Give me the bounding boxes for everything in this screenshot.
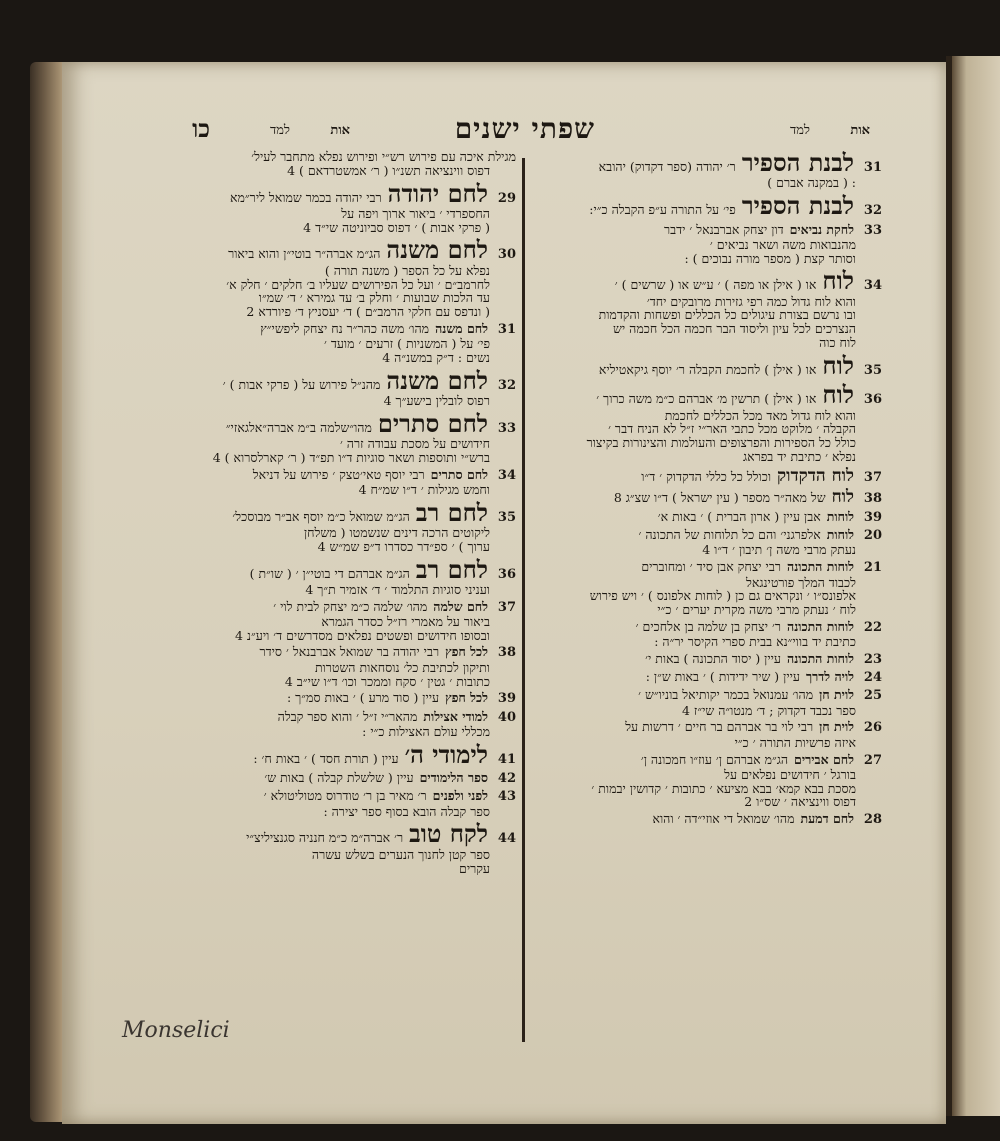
- entry-heading: [128, 557, 516, 583]
- entry-heading: [128, 411, 516, 437]
- entry-number: 34: [863, 278, 882, 294]
- entry-number: 30: [497, 247, 516, 263]
- entry-heading: [530, 670, 882, 685]
- entry-continuation-line: עקרים: [459, 861, 490, 876]
- entry-continuation-line: נפלא על כל הספר ( משנה תורה ): [324, 263, 490, 278]
- entry-number: 38: [497, 645, 516, 661]
- entry-number: 39: [863, 509, 882, 525]
- column-divider: [522, 158, 525, 1042]
- page-title: שפתי ישנים: [454, 112, 595, 145]
- entry-text: הג״מ שמואל כ״מ יוסף אב״ר מבוסכל׳: [232, 508, 410, 524]
- entry-number: 31: [497, 321, 516, 337]
- catalog-entry: [530, 620, 882, 649]
- entry-text: עיין ( יסוד התכונה ) באות י׳: [645, 651, 781, 666]
- left-column: [128, 150, 516, 878]
- entry-headword: לחם סתרים: [377, 410, 488, 438]
- entry-number: 34: [497, 467, 516, 483]
- entry-text: ר׳ מאיר בן ר׳ טודרוס מטוליטולא ׳: [263, 789, 427, 804]
- entry-heading: [128, 181, 516, 207]
- entry-headword: לקח טוב: [409, 821, 488, 848]
- catalog-entry: [128, 691, 516, 706]
- entry-headword: לחם רב: [415, 499, 488, 527]
- entry-headword: לחקת נביאים: [789, 222, 854, 237]
- entry-continuation-line: כתיבת יד בווי״נא בבית ספרי הקיסר יר״ה :: [654, 635, 856, 649]
- entry-heading: [530, 268, 882, 294]
- entry-continuation-line: רפוס לובלין בישע״ך 4: [383, 393, 490, 408]
- entry-headword: לכל חפץ: [445, 691, 488, 706]
- catalog-entry: [530, 720, 882, 749]
- entry-continuation-line: כולל כל הספירות והפרצופים והעולמות והצינורות בקיצור: [586, 436, 856, 450]
- entry-heading: [530, 688, 882, 703]
- header-letter-name-2: למד: [269, 123, 290, 138]
- entry-continuation-line: וסותר קצת ( מספר מורה נבוכים ) :: [684, 251, 856, 266]
- catalog-entry: [530, 670, 882, 685]
- entry-number: 36: [497, 566, 516, 582]
- entry-text: ר׳ אברה״מ כ״מ חנניה סגנציליצ״י: [246, 830, 404, 846]
- entry-text: הג״מ אברהם ן׳ עוז״ו חמכונה ן׳: [640, 752, 789, 767]
- catalog-entry: [530, 268, 882, 349]
- entry-headword: לוח: [831, 488, 854, 507]
- catalog-entry: [128, 710, 516, 739]
- entry-continuation-line: ובו נרשם בצורת עיגולים כל הכללים ופשחות והקדמות: [598, 308, 856, 323]
- catalog-entry: [128, 742, 516, 768]
- entry-continuation-line: איזה פרשיות התורה ׳ כ״י: [734, 735, 856, 750]
- entry-number: 26: [863, 720, 882, 736]
- entry-heading: [128, 600, 516, 615]
- entry-headword: לחם סתרים: [430, 467, 488, 482]
- entry-heading: [530, 488, 882, 507]
- entry-headword: לוחות: [826, 528, 854, 543]
- catalog-entry: [128, 411, 516, 465]
- entry-text: של מאה״ר מספר ( עין ישראל ) ד״ו שצ״ג 8: [613, 490, 826, 506]
- entry-text: עיין ( סוד מרע ) ׳ באות סמ״ך :: [286, 691, 440, 706]
- entry-heading: [128, 500, 516, 526]
- entry-continuation-line: ותיקון לכתיבת כל׳ נוסחאות השטרות: [314, 660, 490, 675]
- entry-number: 21: [863, 560, 882, 576]
- catalog-entry: [128, 557, 516, 597]
- entry-heading: [530, 510, 882, 525]
- entry-text: רבי יוסף טאי׳טצק ׳ פירוש על דניאל: [252, 467, 425, 482]
- entry-headword: לחם יהודה: [387, 180, 488, 207]
- entry-heading: [128, 691, 516, 706]
- entry-heading: [530, 560, 882, 575]
- entry-headword: לחם משנה: [386, 367, 488, 394]
- entry-number: 25: [863, 688, 882, 704]
- header-letter-name: למד: [789, 123, 810, 138]
- entry-text: או ( אילן ) לחכמת הקבלה ר׳ יוסף גיקאטיליא: [598, 361, 817, 377]
- entry-text: מהו׳ שלמה כ״מ יצחק לבית לוי ׳: [273, 599, 428, 614]
- entry-continuation-line: דפוס ווינציאה ׳ שס״ו 2: [744, 795, 856, 810]
- entry-number: 33: [863, 222, 882, 238]
- catalog-entry: [128, 181, 516, 235]
- entry-continuation-line: מסכת בבא קמא׳ בבא מציעא ׳ כתובות ׳ קדושין יבמות ׳: [591, 781, 856, 796]
- entry-continuation-line: נעתק מרבי משה ן׳ תיבון ׳ ד״ו 4: [702, 543, 856, 558]
- entry-number: 40: [497, 709, 516, 725]
- entry-continuation-line: חידושים על מסכת עבודה זרה ׳: [339, 437, 490, 451]
- catalog-entry: [530, 560, 882, 617]
- entry-number: 20: [863, 528, 882, 544]
- entry-continuation-line: לוח כוה: [819, 335, 856, 350]
- entry-text: או ( אילן או מפה ) ׳ ע״ש או ( שרשים ) ׳: [614, 277, 817, 293]
- entry-text: רבי לוי בר אברהם בר חיים ׳ דרשות על: [625, 720, 814, 735]
- handwritten-signature: Monselici: [122, 1018, 230, 1043]
- entry-number: 33: [497, 420, 516, 436]
- entry-text: רבי יהודה בר שמואל אברבנאל ׳ סידר: [259, 645, 440, 660]
- entry-text: רבי יהודה בכמר שמואל ליר״מא: [230, 189, 382, 205]
- entry-continuation-line: : ( במקנה אברם ): [767, 176, 856, 191]
- entry-continuation-line: דפוס ווינציאה תשנ״ו ( ר׳ אמשטרדאם ) 4: [287, 163, 490, 178]
- entry-text: עיין ( תורת חסד ) ׳ באות ח׳ :: [253, 750, 399, 766]
- entry-continuation-line: ספר קטן לחנוך הנערים בשלש עשרה: [311, 847, 490, 862]
- entry-number: 35: [863, 362, 882, 378]
- entry-number: 37: [863, 469, 882, 485]
- catalog-entry: [128, 821, 516, 875]
- entry-text: רבי יצחק אבן סיד ׳ ומחוברים: [641, 560, 781, 575]
- catalog-entry: [128, 150, 516, 178]
- entry-continuation-line: לכבוד המלך פורטינגאל: [746, 575, 856, 590]
- entry-headword: ספר הלימודים: [419, 771, 488, 786]
- entry-continuation-line: ליקוטים הרכה דינים שנשמטו ( משלחן: [303, 526, 490, 540]
- entry-text: אלפרגני׳ והם כל תלוחות של התכונה ׳: [638, 528, 821, 543]
- entry-heading: [128, 645, 516, 660]
- entry-headword: לבנת הספיר: [741, 150, 854, 177]
- entry-heading: [128, 468, 516, 483]
- entry-headword: לוחות התכונה: [787, 560, 854, 575]
- catalog-entry: [530, 193, 882, 219]
- catalog-entry: [530, 652, 882, 667]
- entry-headword: לויה לדרך: [805, 670, 854, 685]
- facing-page-edge: [952, 56, 1000, 1116]
- entry-headword: לוחות התכונה: [787, 651, 854, 666]
- entry-heading: [128, 742, 516, 768]
- running-header: [110, 112, 910, 152]
- entry-continuation-line: אלפונס״ו ׳ ונקראים גם כן ( לוחות אלפונס ) ׳ ויש פירוש: [589, 589, 856, 604]
- entry-headword: לוחות התכונה: [787, 619, 854, 634]
- entry-heading: [530, 193, 882, 219]
- catalog-entry: [530, 528, 882, 557]
- entry-headword: לוח: [822, 352, 854, 380]
- entry-heading: [530, 223, 882, 238]
- entry-text: מגילת איכה עם פירוש רש״י ופירוש נפלא מתחבר לעיל׳: [251, 150, 516, 164]
- entry-heading: [530, 467, 882, 486]
- catalog-entry: [128, 645, 516, 688]
- entry-headword: לחם אבירים: [794, 752, 854, 767]
- entry-text: הג״מ אברה״ר בוטי״ן והוא ביאור: [228, 246, 381, 262]
- entry-heading: [530, 720, 882, 735]
- entry-text: מהו״שלמה ב״מ אברה״אלגאזי״: [225, 419, 372, 435]
- entry-continuation-line: פי׳ על ( המשניות ) זרעים ׳ מועד ׳: [323, 337, 490, 351]
- entry-text: מהו׳ עמנואל בכמר יקותיאל בוניו״ש ׳: [638, 688, 814, 703]
- entry-continuation-line: ספר נכבד דקדוק ; ד׳ מנטו״ה שי״ז 4: [681, 703, 856, 718]
- entry-headword: לכל חפץ: [445, 645, 488, 660]
- entry-continuation-line: הנצרכים לכל עיון וליסוד הבר חכמה הכל חכמה יש: [613, 322, 856, 336]
- entry-continuation-line: מכללי עולם האצילות כ״י :: [362, 724, 490, 739]
- entry-heading: [530, 620, 882, 635]
- entry-continuation-line: נפלא ׳ כתיבת יד בפראג: [742, 449, 856, 464]
- entry-text: מהנ״ל פירוש על ( פרקי אבות ) ׳: [222, 376, 381, 392]
- catalog-entry: [128, 500, 516, 554]
- entry-continuation-line: עד הלכות שבועות ׳ וחלק ב׳ עד גמירא ׳ ד׳ שמ״ו: [258, 291, 490, 306]
- entry-heading: [128, 771, 516, 786]
- entry-heading: [530, 528, 882, 543]
- entry-text: עיין ( שיר ידידות ) ׳ באות ש״ן :: [645, 670, 800, 685]
- entry-heading: [530, 753, 882, 768]
- entry-text: או ( אילן ) תרשין מ׳ אברהם כ״מ משה כרוך ׳: [596, 391, 817, 407]
- entry-continuation-line: ערוך ) ׳ ספ״דר כסדרו ד״פ שמ״ש 4: [317, 539, 490, 554]
- entry-continuation-line: ברש״י ותוספות ושאר סוגיות ד״ו תפ״ד ( ר׳ קארלסרוא ) 4: [212, 450, 490, 465]
- entry-number: 32: [863, 203, 882, 219]
- entry-headword: לחם רב: [415, 556, 488, 583]
- catalog-entry: [530, 488, 882, 507]
- catalog-entry: [530, 688, 882, 717]
- entry-text: פי׳ על התורה ע״פ הקבלה כ״י:: [589, 202, 736, 218]
- entry-headword: לוח: [822, 382, 854, 409]
- header-letter-label: אות: [850, 123, 870, 138]
- entry-headword: לחם משנה: [386, 237, 488, 264]
- entry-headword: לחם משנה: [435, 321, 488, 336]
- catalog-entry: [530, 467, 882, 486]
- entry-number: 29: [497, 190, 516, 206]
- entry-number: 43: [497, 789, 516, 805]
- catalog-entry: [128, 322, 516, 365]
- entry-heading: [128, 368, 516, 394]
- entry-number: 22: [863, 619, 882, 635]
- entry-heading: [530, 812, 882, 827]
- entry-headword: לימודי ה׳: [404, 741, 488, 769]
- entry-number: 37: [497, 599, 516, 615]
- catalog-entry: [530, 812, 882, 827]
- catalog-entry: [128, 771, 516, 786]
- entry-number: 44: [497, 831, 516, 847]
- catalog-entry: [530, 150, 882, 190]
- entry-text: הג״מ אברהם די בוטי״ן ׳ ( שו״ת ): [249, 565, 410, 581]
- entry-continuation-line: החספרדי ׳ ביאור ארוך ויפה על: [341, 206, 490, 221]
- entry-number: 36: [863, 392, 882, 408]
- entry-text: ר׳ יצחק בן שלמה בן אלחכים ׳: [635, 619, 781, 634]
- catalog-entry: [530, 753, 882, 810]
- entry-text: עיין ( שלשלת קבלה ) באות ש׳: [264, 771, 414, 786]
- right-column: [530, 150, 882, 830]
- page-number: כו: [192, 114, 210, 143]
- entry-continuation-line: כתובות ׳ גטין ׳ סקח וממכר וכו׳ ד״ו שי״ב 4: [284, 674, 490, 689]
- entry-continuation-line: מהנבואות משה ושאר נביאים ׳: [709, 237, 856, 252]
- catalog-entry: [530, 223, 882, 266]
- entry-continuation-line: לחרמב״ם ׳ ועל כל הפירושים שעליו ב׳ חלקים ׳ חלק א׳: [226, 277, 490, 292]
- catalog-entry: [530, 510, 882, 525]
- entry-continuation-line: ( ונדפס עם חלקי הרמב״ם ) ד׳ יעסניץ ד׳ פיורדא 2: [246, 305, 490, 319]
- entry-heading: [128, 789, 516, 804]
- entry-continuation-line: והוא לוח גדול כמה רפי גזירות מרובקים יחד׳: [646, 294, 856, 309]
- catalog-entry: [128, 368, 516, 408]
- entry-headword: לוית חן: [819, 720, 854, 735]
- entry-text: מהו׳ משה כהר״ר נח יצחק ליפשי״ץ: [260, 321, 430, 336]
- entry-number: 38: [863, 491, 882, 507]
- entry-headword: למודי אצילות: [423, 709, 488, 724]
- entry-number: 39: [497, 691, 516, 707]
- entry-continuation-line: ( פרקי אבות ) ׳ דפוס סביוניטה שי״ד 4: [303, 220, 490, 235]
- entry-heading: [128, 710, 516, 725]
- catalog-entry: [128, 468, 516, 497]
- entry-continuation-line: ועניני סוגיות התלמוד ׳ ד׳ אזמיר ת״ך 4: [305, 582, 490, 597]
- entry-continuation-line: לוח ׳ נעתק מרבי משה מקרית יערים ׳ כ״י: [657, 603, 856, 617]
- entry-continuation-line: בורגל ׳ חידושים נפלאים על: [724, 767, 856, 782]
- entry-text: אבן עיין ( ארון הברית ) ׳ באות א׳: [657, 509, 821, 524]
- entry-number: 35: [497, 509, 516, 525]
- entry-headword: לוח: [822, 268, 854, 295]
- entry-continuation-line: ביאור על מאמרי רז״ל כסדר הגמרא: [321, 614, 490, 629]
- entry-heading: [530, 652, 882, 667]
- entry-text: ר׳ יהודה (ספר דקדוק) יהובא: [598, 159, 736, 174]
- entry-headword: לוח הדקדוק: [777, 466, 854, 486]
- entry-text: דון יצחק אברבנאל ׳ ידבר: [663, 222, 784, 237]
- entry-heading: [128, 322, 516, 337]
- entry-headword: לחם דמעת: [800, 812, 854, 827]
- catalog-entry: [530, 382, 882, 463]
- catalog-entry: [128, 600, 516, 643]
- entry-headword: לוית חן: [819, 688, 854, 703]
- entry-number: 32: [497, 377, 516, 393]
- entry-heading: [128, 150, 516, 164]
- header-letter-label-2: אות: [330, 123, 350, 138]
- entry-continuation-line: ספר קבלה הובא בסוף ספר יצירה :: [323, 804, 490, 819]
- entry-headword: לפני ולפנים: [432, 789, 488, 804]
- entry-heading: [530, 353, 882, 379]
- entry-number: 42: [497, 771, 516, 787]
- entry-heading: [530, 150, 882, 176]
- entry-number: 23: [863, 651, 882, 667]
- entry-number: 24: [863, 670, 882, 686]
- entry-headword: לחם שלמה: [433, 599, 488, 614]
- entry-headword: לבנת הספיר: [741, 193, 854, 220]
- entry-number: 31: [863, 160, 882, 175]
- entry-number: 28: [863, 812, 882, 828]
- entry-heading: [128, 237, 516, 263]
- entry-continuation-line: נשים : ד״ק במשנ״ה 4: [382, 350, 490, 365]
- entry-number: 27: [863, 752, 882, 768]
- entry-continuation-line: וחמש מגילות ׳ ד״ו שמ״ח 4: [358, 482, 490, 497]
- entry-continuation-line: הקבלה ׳ מלוקט מכל כתבי האר״י ז״ל לא הניח דבר ׳: [608, 422, 856, 436]
- entry-text: וכולל כל כללי הדקדוק ׳ ד״ו: [641, 468, 772, 484]
- entry-headword: לוחות: [826, 509, 854, 524]
- entry-number: 41: [497, 751, 516, 767]
- catalog-entry: [128, 237, 516, 318]
- entry-continuation-line: והוא לוח גדול מאד מכל הכללים לחכמת: [664, 408, 856, 423]
- entry-heading: [128, 821, 516, 847]
- entry-text: מהו׳ שמואל די אוזי״דה ׳ והוא: [652, 812, 795, 827]
- catalog-entry: [530, 353, 882, 379]
- entry-text: מהאר״י ז״ל ׳ והוא ספר קבלה: [277, 709, 418, 724]
- entry-continuation-line: ובסופו חידושים ופשטים נפלאים מסדרשים ד׳ ויע״נ 4: [235, 628, 490, 643]
- entry-heading: [530, 382, 882, 408]
- catalog-entry: [128, 789, 516, 818]
